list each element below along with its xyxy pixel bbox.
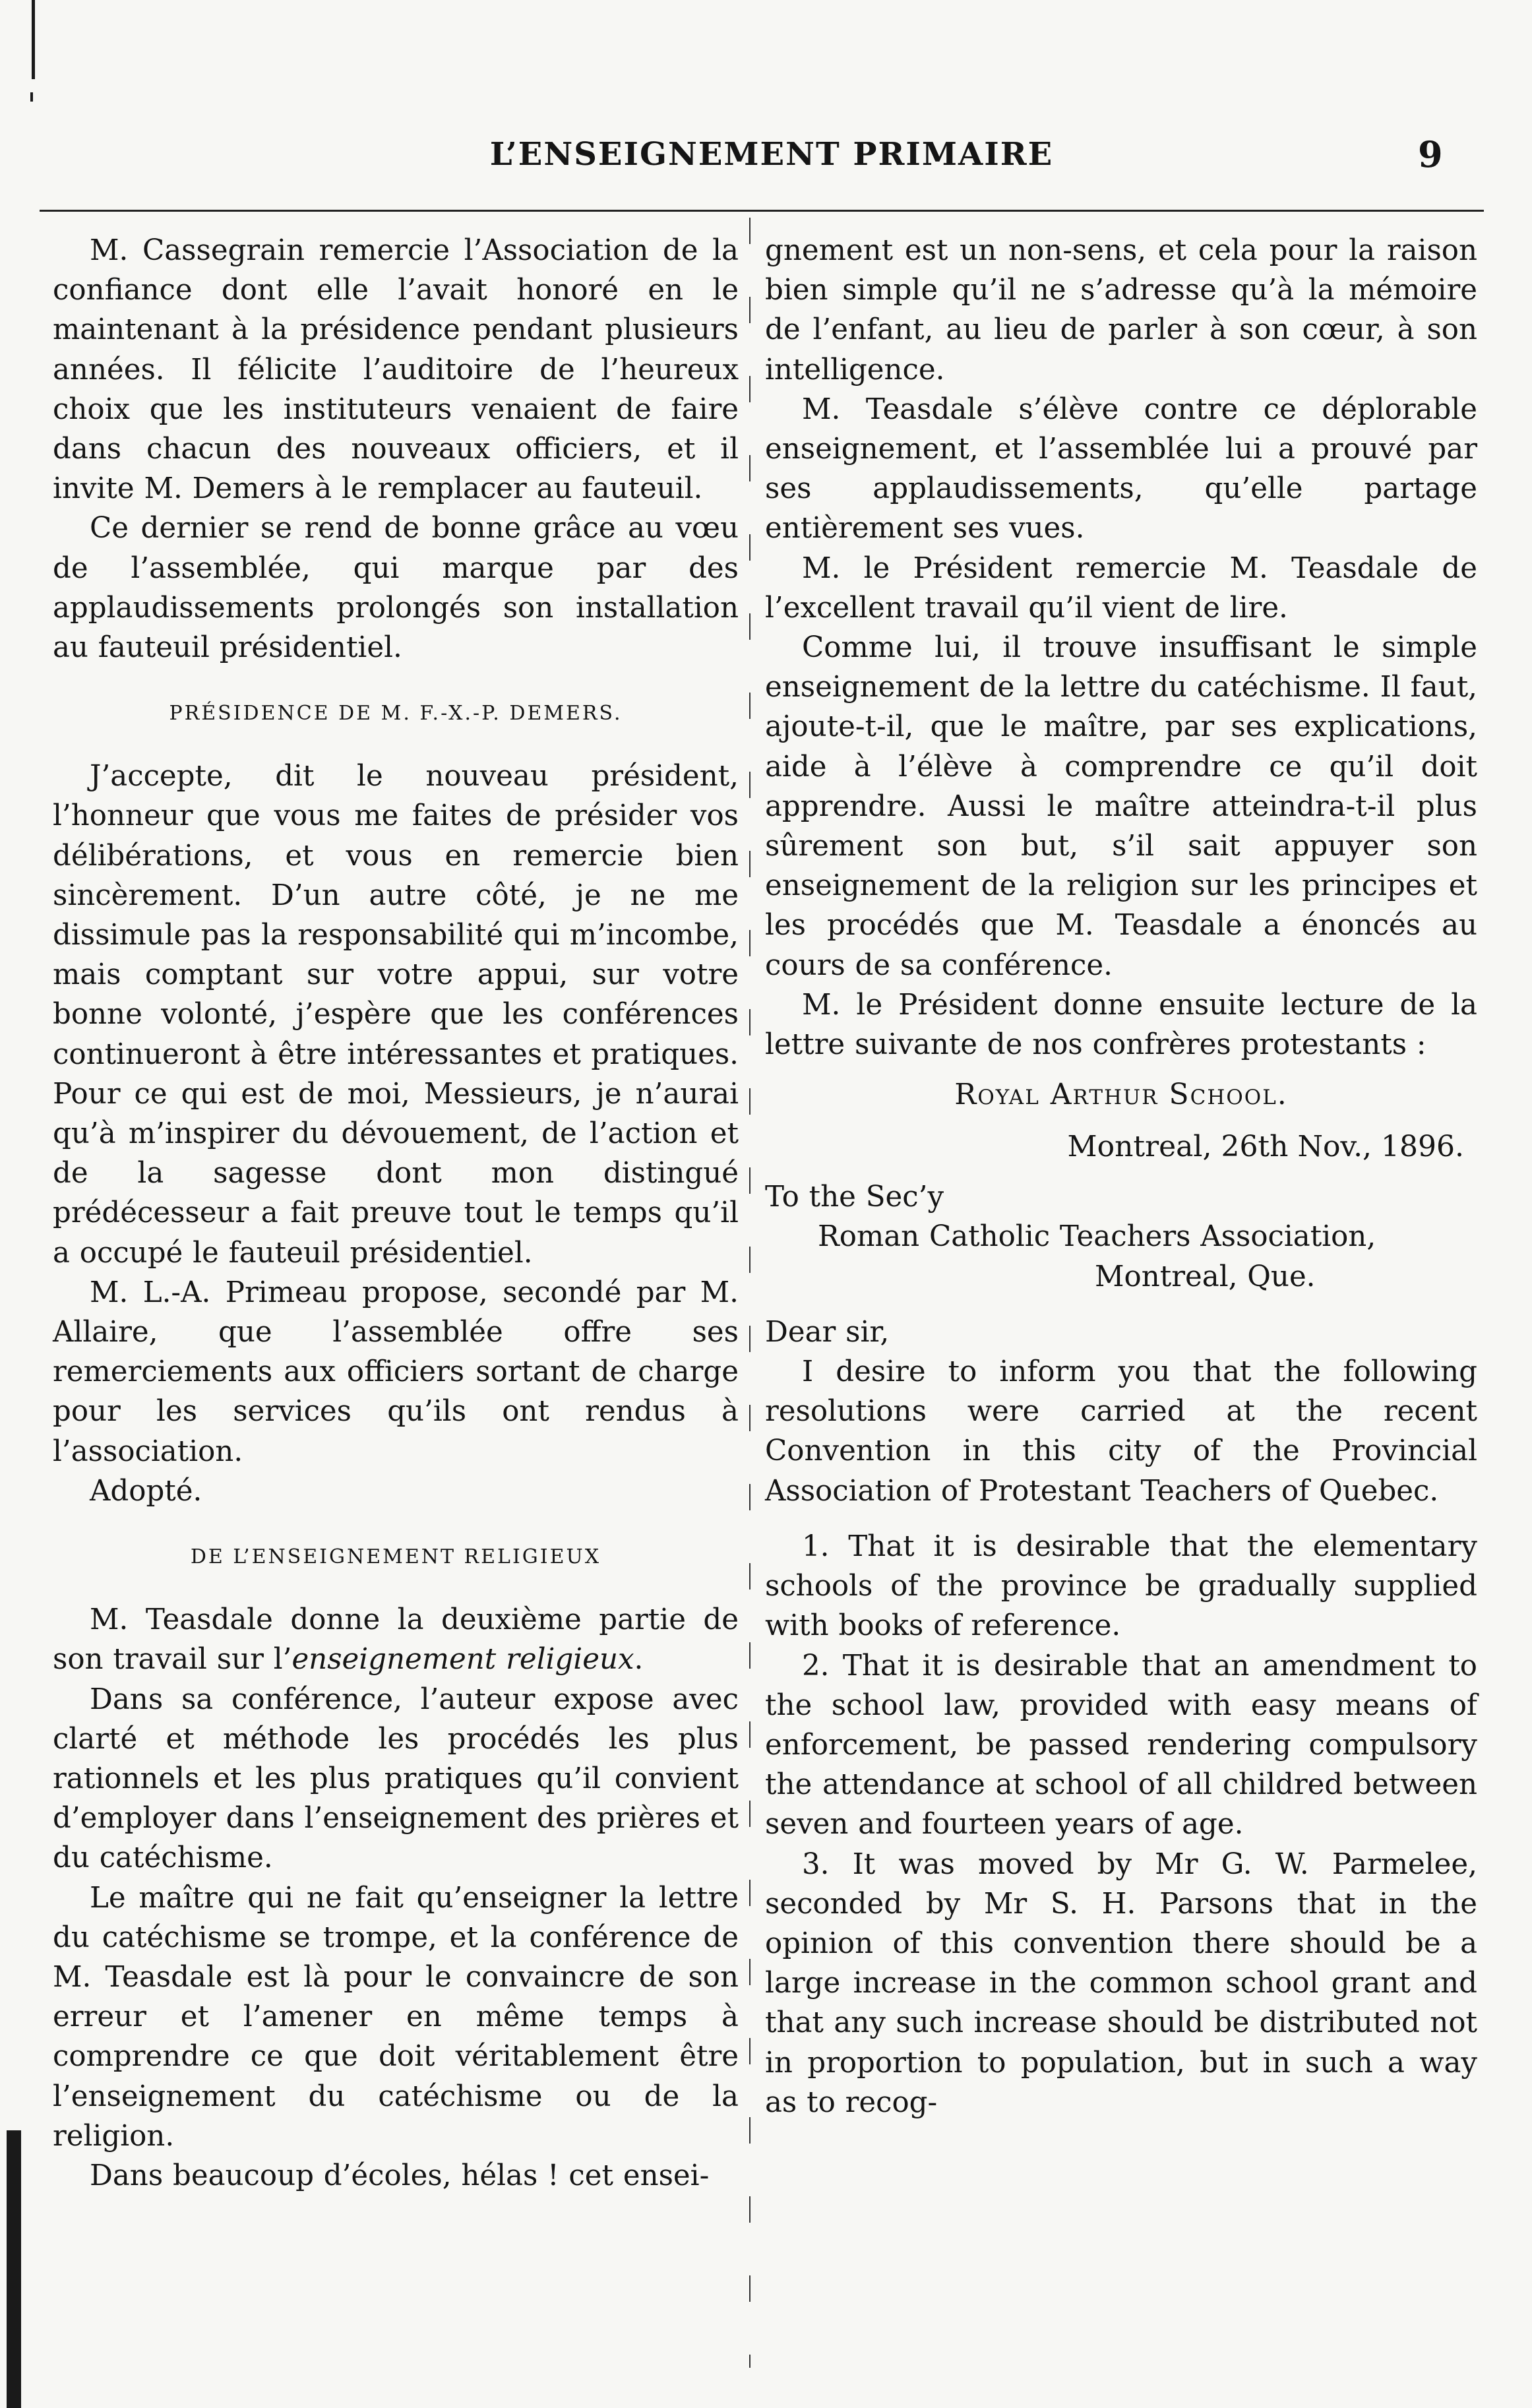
- page-number: 9: [1418, 133, 1443, 175]
- italic-title: enseignement religieux: [291, 1643, 634, 1677]
- paragraph: Ce dernier se rend de bonne grâce au vœu de l’assemblée, qui marque par des applaudissements prolongés son installation au fauteuil présidentiel.: [53, 512, 739, 665]
- spacer: [765, 1511, 1477, 1527]
- section-heading: PRÉSIDENCE DE M. F.-X.-P. DEMERS.: [169, 702, 623, 725]
- paragraph: M. le Président remercie M. Teasdale de l’excellent travail qu’il vient de lire.: [765, 551, 1477, 625]
- paragraph-text: M. Teasdale donne la deuxième partie de son travail sur l’: [53, 1603, 739, 1677]
- right-column: [765, 231, 1477, 2122]
- left-column: [53, 231, 739, 2196]
- paragraph: Comme lui, il trouve insuffisant le simple enseignement de la lettre du catéchisme. Il faut, ajoute-t-il, que le maître, par ses explications, aide à l’élève à comprendre ce qu’il doit apprendre. Aussi le maître atteindra-t-il plus sûrement son but, s’il sait appuyer son enseignement de la religion sur les principes et les procédés que M. Teasdale a énoncés au cours de sa conférence.: [765, 631, 1477, 982]
- header-rule: [40, 210, 1484, 212]
- letter-addressee: Roman Catholic Teachers Association,: [818, 1220, 1376, 1254]
- letter-date: Montreal, 26th Nov., 1896.: [1067, 1130, 1464, 1164]
- paragraph: M. L.-A. Primeau propose, secondé par M. Allaire, que l’assemblée offre ses remerciements aux officiers sortant de charge pour les services qu’ils ont rendus à l’association.: [53, 1276, 739, 1468]
- resolution-item: 2. That it is desirable that an amendment to the school law, provided with easy means of enforcement, be passed rendering compulsory the attendance at school of all childred between seven and fourteen years of age.: [765, 1649, 1477, 1841]
- letter-to-line: To the Sec’y: [765, 1181, 944, 1214]
- letter-city: Montreal, Que.: [1095, 1260, 1316, 1293]
- paragraph: Dans sa conférence, l’auteur expose avec clarté et méthode les procédés les plus rationnels et les plus pratiques qu’il convient d’employer dans l’enseignement des prières et du catéchisme.: [53, 1683, 739, 1875]
- paragraph-text: .: [634, 1643, 644, 1677]
- page-header: [0, 124, 1532, 183]
- paragraph: M. Cassegrain remercie l’Association de la confiance dont elle l’avait honoré en le maintenant à la présidence pendant plusieurs années. Il félicite l’auditoire de l’heureux choix que les instituteurs venaient de faire dans chacun des nouveaux officiers, et il invite M. Demers à le remplacer au fauteuil.: [53, 234, 739, 506]
- section-heading: DE L’ENSEIGNEMENT RELIGIEUX: [190, 1545, 601, 1569]
- spacer: [765, 1297, 1477, 1312]
- letter-heading: Royal Arthur School.: [954, 1078, 1288, 1112]
- resolution-item: 1. That it is desirable that the elementary schools of the province be gradually supplied with books of reference.: [765, 1529, 1477, 1643]
- paragraph: M. Teasdale s’élève contre ce déplorable enseignement, et l’assemblée lui a prouvé par ses applaudissements, qu’elle partage entièrement ses vues.: [765, 392, 1477, 545]
- paragraph: Adopté.: [90, 1474, 202, 1508]
- paragraph: Le maître qui ne fait qu’enseigner la lettre du catéchisme se trompe, et la conférence de M. Teasdale est là pour le convaincre de son erreur et l’amener en même temps à comprendre ce que doit véritablement être l’enseignement du catéchisme ou de la religion.: [53, 1881, 739, 2153]
- paragraph: I desire to inform you that the following resolutions were carried at the recent Convention in this city of the Provincial Association of Protestant Teachers of Quebec.: [765, 1355, 1477, 1508]
- letter-salutation: Dear sir,: [765, 1315, 890, 1349]
- binding-tick: [30, 92, 33, 102]
- paragraph: [53, 1600, 739, 1679]
- paragraph: Dans beaucoup d’écoles, hélas ! cet ensei-: [90, 2159, 710, 2192]
- resolution-item: 3. It was moved by Mr G. W. Parmelee, seconded by Mr S. H. Parsons that in the opinion of this convention there should be a large increase in the common school grant and that any such increase should be distributed not in proportion to population, but in such a way as to recog-: [765, 1847, 1477, 2119]
- column-divider: [749, 218, 751, 2368]
- running-title: L’ENSEIGNEMENT PRIMAIRE: [489, 136, 1054, 173]
- binding-mark: [32, 0, 35, 79]
- paragraph: gnement est un non-sens, et cela pour la raison bien simple qu’il ne s’adresse qu’à la mémoire de l’enfant, au lieu de parler à son cœur, à son intelligence.: [765, 234, 1477, 386]
- paragraph: J’accepte, dit le nouveau président, l’honneur que vous me faites de présider vos délibérations, et vous en remercie bien sincèrement. D’un autre côté, je ne me dissimule pas la responsabilité qui m’incombe, mais comptant sur votre appui, sur votre bonne volonté, j’espère que les conférences continueront à être intéressantes et pratiques. Pour ce qui est de moi, Messieurs, je n’aurai qu’à m’inspirer du dévouement, de l’action et de la sagesse dont mon distingué prédécesseur a fait preuve tout le temps qu’il a occupé le fauteuil présidentiel.: [53, 760, 739, 1270]
- binding-strip: [7, 2130, 21, 2408]
- paragraph: M. le Président donne ensuite lecture de la lettre suivante de nos confrères protestants :: [765, 988, 1477, 1062]
